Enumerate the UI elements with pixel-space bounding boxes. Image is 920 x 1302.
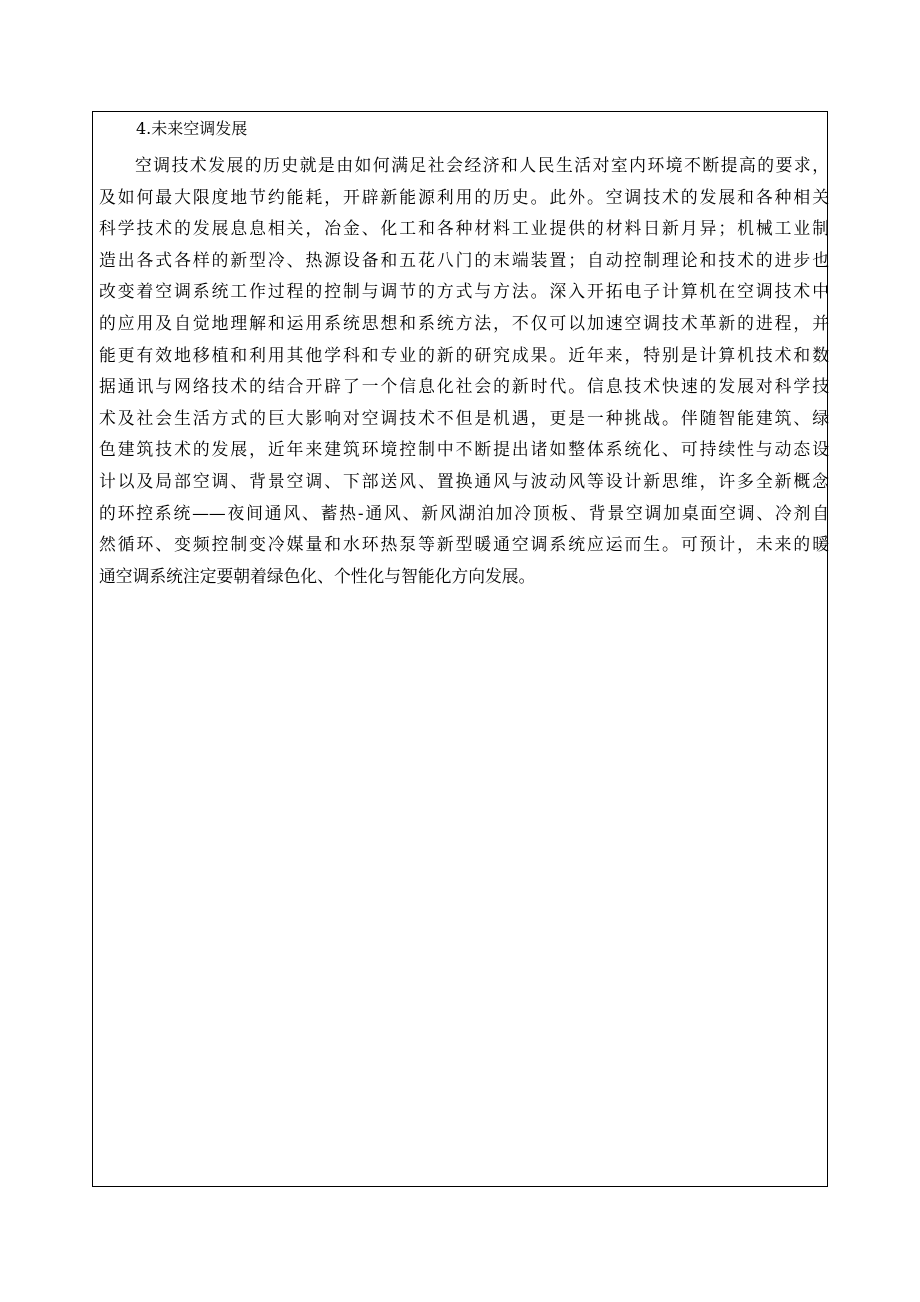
paragraph-line: 空调技术发展的历史就是由如何满足社会经济和人民生活对室内环境不断提高的要求， xyxy=(135,155,829,175)
paragraph-line: 能更有效地移植和利用其他学科和专业的新的研究成果。近年来，特别是计算机技术和数 xyxy=(99,344,829,365)
paragraph-line: 及如何最大限度地节约能耗，开辟新能源利用的历史。此外。空调技术的发展和各种相关 xyxy=(99,186,829,207)
paragraph-line: 色建筑技术的发展，近年来建筑环境控制中不断提出诸如整体系统化、可持续性与动态设 xyxy=(99,439,829,460)
paragraph-line: 计以及局部空调、背景空调、下部送风、置换通风与波动风等设计新思维，许多全新概念 xyxy=(99,470,829,491)
paragraph-line: 术及社会生活方式的巨大影响对空调技术不但是机遇，更是一种挑战。伴随智能建筑、绿 xyxy=(99,407,829,428)
paragraph-line: 造出各式各样的新型冷、热源设备和五花八门的末端装置；自动控制理论和技术的进步也 xyxy=(99,249,829,270)
document-table-cell xyxy=(92,111,828,1187)
section-heading: 4.未来空调发展 xyxy=(136,119,248,138)
paragraph-line: 科学技术的发展息息相关，冶金、化工和各种材料工业提供的材料日新月异；机械工业制 xyxy=(99,218,829,239)
paragraph-line: 的环控系统——夜间通风、蓄热-通风、新风湖泊加冷顶板、背景空调加桌面空调、冷剂自 xyxy=(99,502,829,523)
paragraph-line: 据通讯与网络技术的结合开辟了一个信息化社会的新时代。信息技术快速的发展对科学技 xyxy=(99,376,829,397)
paragraph-line: 的应用及自觉地理解和运用系统思想和系统方法，不仅可以加速空调技术革新的进程，并 xyxy=(99,312,829,333)
paragraph-line: 通空调系统注定要朝着绿色化、个性化与智能化方向发展。 xyxy=(99,565,536,586)
paragraph-line: 改变着空调系统工作过程的控制与调节的方式与方法。深入开拓电子计算机在空调技术中 xyxy=(99,281,829,302)
paragraph-line: 然循环、变频控制变冷媒量和水环热泵等新型暖通空调系统应运而生。可预计，未来的暖 xyxy=(99,534,829,555)
body-paragraph xyxy=(99,150,829,592)
